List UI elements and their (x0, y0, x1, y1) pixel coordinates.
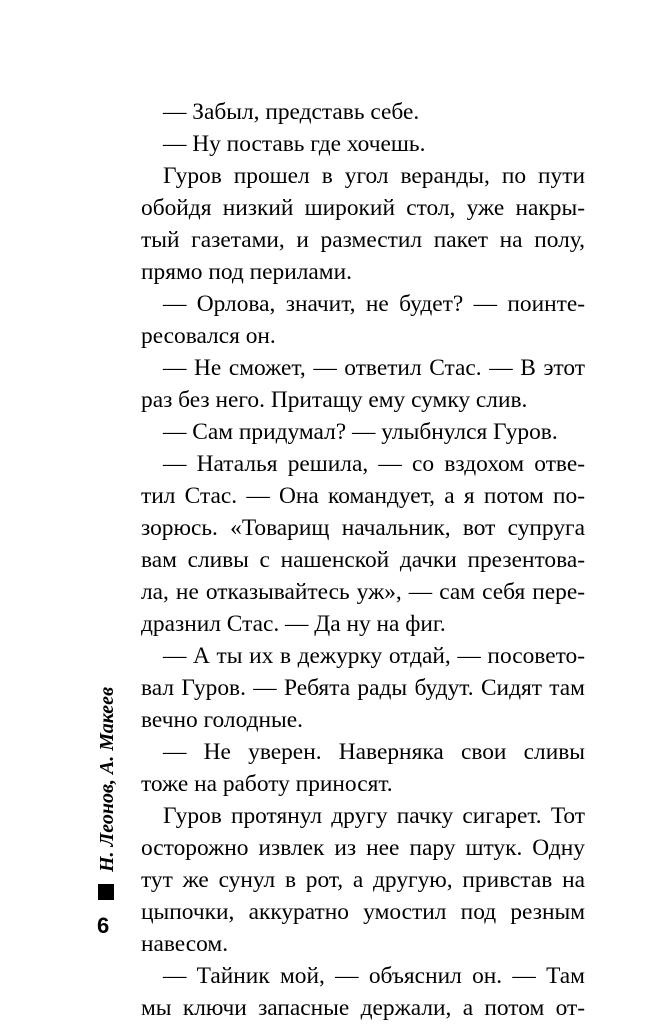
text-line: Гуров прошел в угол веранды, по пути (163, 163, 585, 189)
paragraph (141, 128, 585, 160)
text-line: — Орлова, значит, не будет? — поинте- (163, 291, 585, 317)
paragraph (141, 160, 585, 288)
paragraph (141, 736, 585, 800)
text-line: Гуров протянул другу пачку сигарет. Тот (163, 803, 585, 829)
paragraph (141, 960, 585, 1024)
text-line: зорюсь. «Товарищ начальник, вот супруга (141, 515, 585, 541)
text-line: раз без него. Притащу ему сумку слив. (141, 387, 528, 413)
text-line: — Забыл, представь себе. (163, 99, 420, 125)
text-line: тут же сунул в рот, а другую, привстав на (141, 867, 585, 893)
text-line: дразнил Стас. — Да ну на фиг. (141, 611, 446, 637)
text-line: тил Стас. — Она командует, а я потом по- (141, 483, 585, 509)
text-line: осторожно извлек из нее пару штук. Одну (141, 835, 585, 861)
section-marker-square (98, 884, 114, 900)
text-line: вал Гуров. — Ребята рады будут. Сидят там (141, 675, 585, 701)
paragraph (141, 800, 585, 960)
text-line: ла, не отказывайтесь уж», — сам себя пере- (141, 579, 585, 605)
page-body-text (141, 96, 585, 1024)
text-line: обойдя низкий широкий стол, уже накры- (141, 195, 585, 221)
paragraph (141, 640, 585, 736)
text-line: — Тайник мой, — объяснил он. — Там (163, 963, 585, 989)
text-line: прямо под перилами. (141, 259, 352, 285)
paragraph (141, 96, 585, 128)
text-line: — Ну поставь где хочешь. (163, 131, 426, 157)
text-line: ресовался он. (141, 323, 276, 349)
text-line: мы ключи запасные держали, а потом от- (141, 995, 585, 1021)
text-line: навесом. (141, 931, 229, 957)
paragraph (141, 352, 585, 416)
text-line: — Не уверен. Наверняка свои сливы (163, 739, 585, 765)
text-line: — Сам придумал? — улыбнулся Гуров. (163, 419, 558, 445)
text-line: вечно голодные. (141, 707, 303, 733)
page-number: 6 (97, 913, 110, 938)
paragraph (141, 288, 585, 352)
text-line: — Наталья решила, — со вздохом отве- (163, 451, 585, 477)
text-line: тоже на работу приносят. (141, 771, 393, 797)
paragraph (141, 416, 585, 448)
text-line: тый газетами, и разместил пакет на полу, (141, 227, 585, 253)
running-head-authors: Н. Леонов, А. Макеев (96, 687, 118, 872)
text-line: цыпочки, аккуратно умостил под резным (141, 899, 585, 925)
text-line: — Не сможет, — ответил Стас. — В этот (163, 355, 585, 381)
text-line: — А ты их в дежурку отдай, — посовето- (163, 643, 585, 669)
text-line: вам сливы с нашенской дачки презентова- (141, 547, 585, 573)
paragraph (141, 448, 585, 640)
